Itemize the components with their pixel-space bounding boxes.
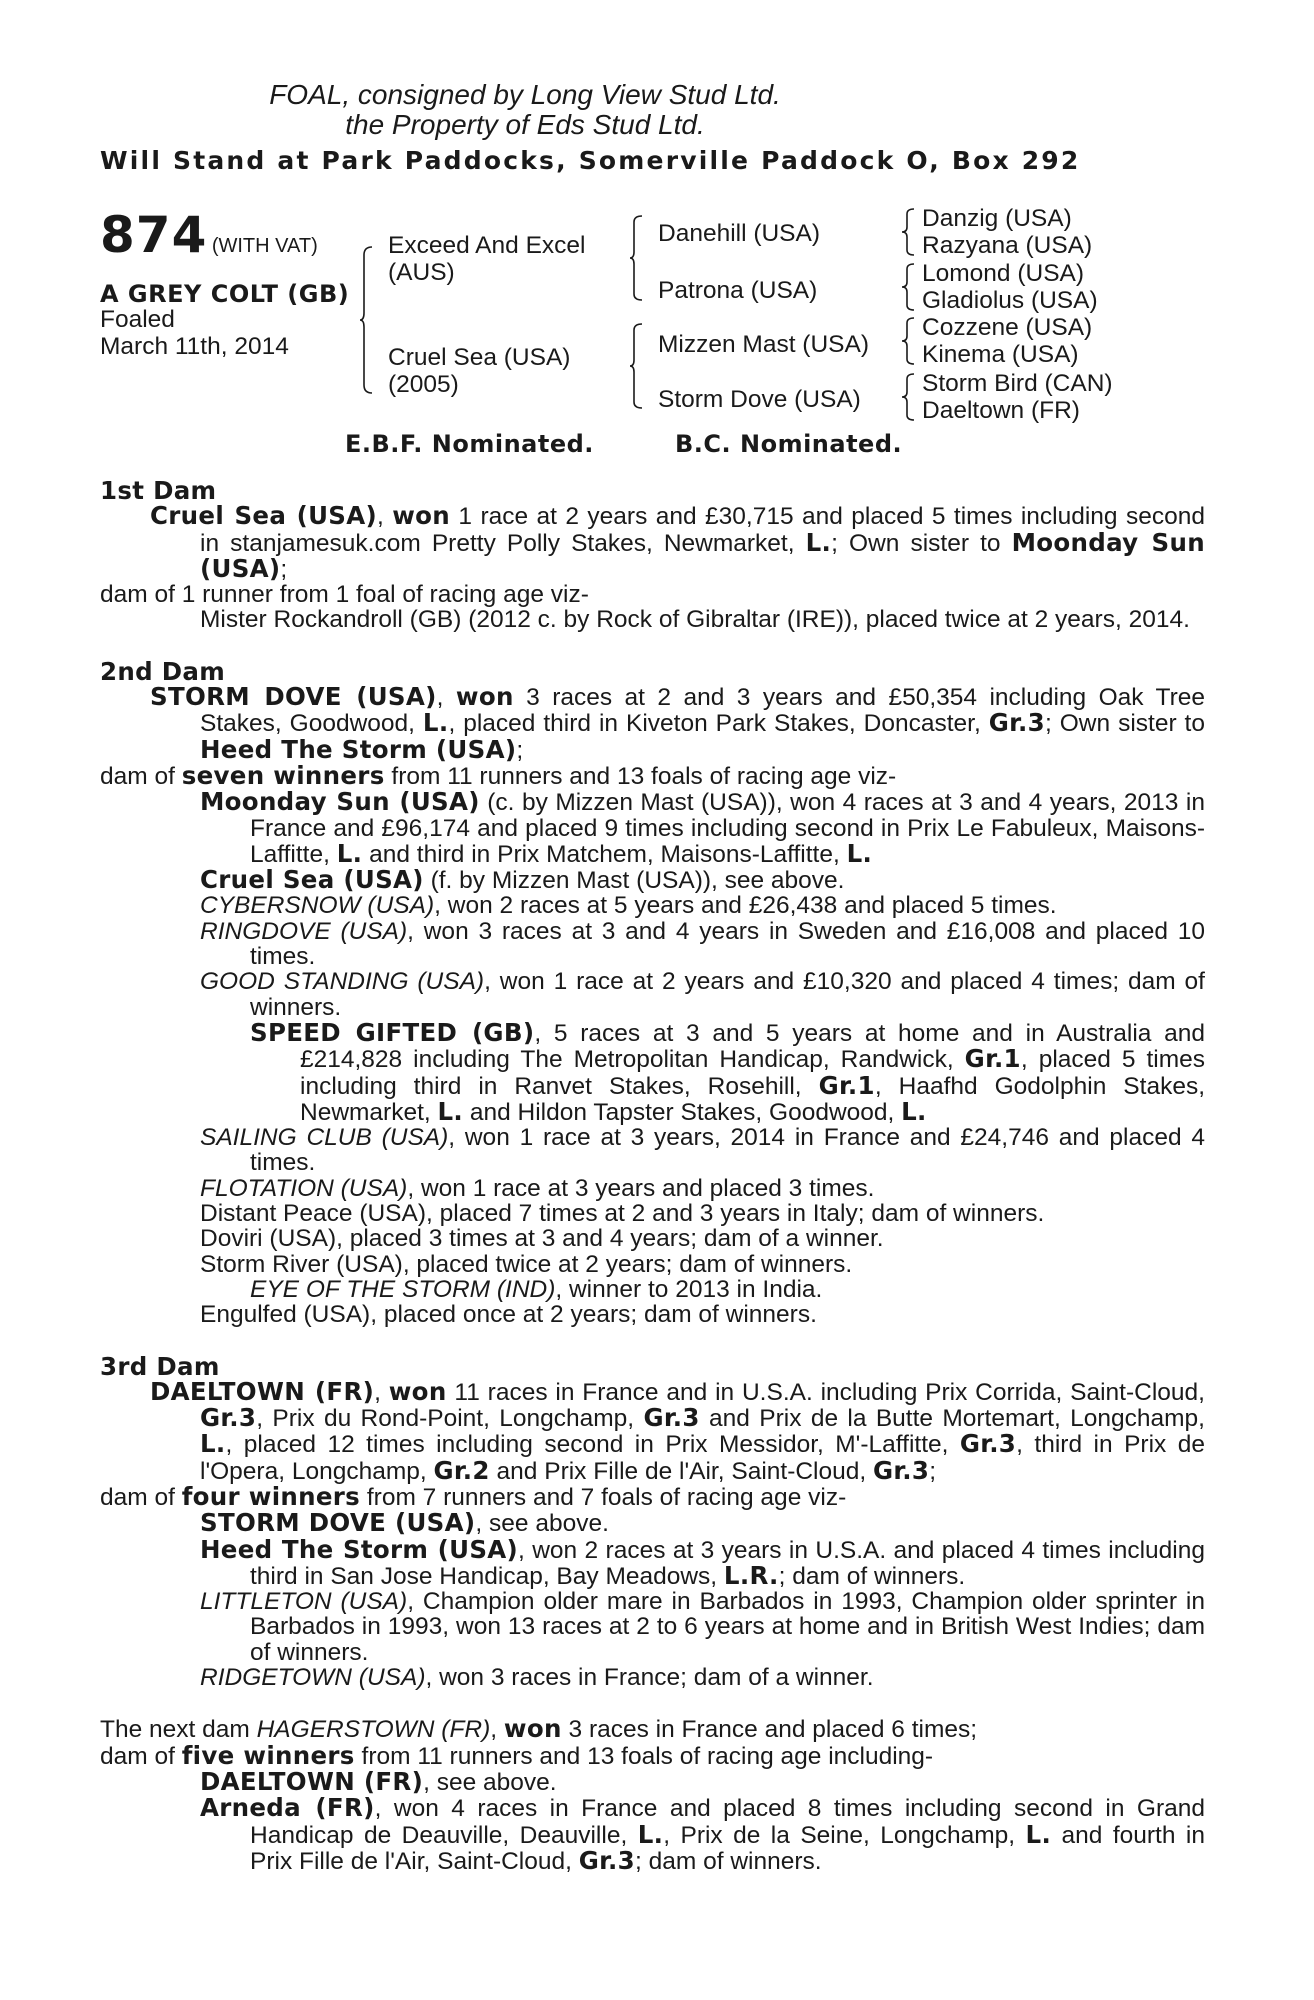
- property-line: the Property of Eds Stud Ltd.: [345, 109, 705, 140]
- sdd: Gladiolus (USA): [922, 287, 1098, 314]
- sire-sire: Danehill (USA): [658, 220, 821, 247]
- first-dam-dam-of: dam of 1 runner from 1 foal of racing age viz-: [100, 581, 589, 609]
- produce-distant-peace: Distant Peace (USA), placed 7 times at 2 and 3 years in Italy; dam of winners.: [200, 1200, 1045, 1228]
- next-dam-dam-of: dam of five winners from 11 runners and 13 foals of racing age including-: [100, 1740, 934, 1770]
- foaled-label: Foaled: [100, 306, 175, 333]
- dam-year: (2005): [388, 371, 459, 398]
- third-dam-dam-of: dam of four winners from 7 runners and 7 foals of racing age viz-: [100, 1481, 847, 1511]
- pedigree-bracket-4: [902, 207, 916, 257]
- ssd: Razyana (USA): [922, 232, 1093, 259]
- dds: Storm Bird (CAN): [922, 370, 1113, 397]
- produce-doviri: Doviri (USA), placed 3 times at 3 and 4 years; dam of a winner.: [200, 1225, 884, 1253]
- ddd: Daeltown (FR): [922, 397, 1080, 424]
- produce-sailing-club: SAILING CLUB (USA), won 1 race at 3 years, 2014 in France and £24,746 and placed 4 times.: [200, 1124, 1205, 1177]
- bc-nominated: B.C. Nominated.: [675, 430, 903, 458]
- lot-number: 874: [100, 206, 208, 264]
- sire-dam: Patrona (USA): [658, 277, 818, 304]
- dss: Cozzene (USA): [922, 314, 1093, 341]
- lot-description: A GREY COLT (GB): [100, 280, 350, 308]
- consignor-line: FOAL, consigned by Long View Stud Ltd.: [269, 79, 781, 110]
- pedigree-bracket-3: [630, 322, 644, 412]
- first-dam-heading: 1st Dam: [100, 476, 217, 505]
- dam-sire: Mizzen Mast (USA): [658, 331, 870, 358]
- sds: Lomond (USA): [922, 260, 1085, 287]
- third-dam-heading: 3rd Dam: [100, 1351, 220, 1381]
- stand-location: Will Stand at Park Paddocks, Somerville Paddock O, Box 292: [100, 146, 1081, 175]
- produce-eye-of-the-storm: EYE OF THE STORM (IND), winner to 2013 in India.: [250, 1275, 823, 1303]
- produce-good-standing: GOOD STANDING (USA), won 1 race at 2 years and £10,320 and placed 4 times; dam of winners.: [200, 968, 1205, 1021]
- produce-storm-dove: STORM DOVE (USA), see above.: [200, 1508, 609, 1538]
- first-dam-entry: Cruel Sea (USA), won 1 race at 2 years and £30,715 and placed 5 times including second in stanjamesuk.com Pretty Polly Stakes, Newmarket, L.; Own sister to Moonday Sun (USA);: [150, 501, 1205, 583]
- dsd: Kinema (USA): [922, 341, 1079, 368]
- pedigree-bracket-6: [902, 316, 916, 366]
- produce-ringdove: RINGDOVE (USA), won 3 races at 3 and 4 years in Sweden and £16,008 and placed 10 times.: [200, 917, 1205, 971]
- pedigree-bracket-7: [902, 372, 916, 422]
- dam-dam: Storm Dove (USA): [658, 386, 861, 413]
- second-dam-dam-of: dam of seven winners from 11 runners and 13 foals of racing age viz-: [100, 760, 897, 790]
- vat-label: (WITH VAT): [211, 235, 318, 257]
- sire-country: (AUS): [388, 259, 455, 286]
- foaled-date: March 11th, 2014: [100, 333, 289, 360]
- next-dam-entry: The next dam HAGERSTOWN (FR), won 3 races in France and placed 6 times;: [100, 1714, 978, 1744]
- produce-cybersnow: CYBERSNOW (USA), won 2 races at 5 years and £26,438 and placed 5 times.: [200, 892, 1057, 920]
- produce-arneda: Arneda (FR), won 4 races in France and placed 8 times including second in Grand Handicap de Deauville, Deauville, L., Prix de la Seine, Longchamp, L. and fourth in Prix Fille de l'Air, Saint-Cloud, Gr.3; dam of winners.: [200, 1793, 1206, 1875]
- pedigree-bracket-2: [630, 214, 644, 304]
- produce-ridgetown: RIDGETOWN (USA), won 3 races in France; dam of a winner.: [200, 1664, 874, 1692]
- dam-name: Cruel Sea (USA): [388, 344, 571, 371]
- produce-moonday-sun: Moonday Sun (USA) (c. by Mizzen Mast (USA)), won 4 races at 3 and 4 years, 2013 in France and £96,174 and placed 9 times including second in Prix Le Fabuleux, Maisons-Laffitte, L. and third in Prix Matchem, Maisons-Laffitte, L.: [200, 787, 1205, 868]
- produce-daeltown: DAELTOWN (FR), see above.: [200, 1766, 557, 1796]
- sire-name: Exceed And Excel: [388, 232, 586, 259]
- pedigree-bracket-1: [360, 245, 374, 395]
- produce-speed-gifted: SPEED GIFTED (GB), 5 races at 3 and 5 years at home and in Australia and £214,828 including The Metropolitan Handicap, Randwick, Gr.1, placed 5 times including third in Ranvet Stakes, Rosehill, Gr.1, Haafhd Godolphin Stakes, Newmarket, L. and Hildon Tapster Stakes, Goodwood, L.: [250, 1017, 1205, 1126]
- first-dam-produce-1: Mister Rockandroll (GB) (2012 c. by Rock of Gibraltar (IRE)), placed twice at 2 years, 2014.: [200, 606, 1190, 634]
- produce-heed-the-storm: Heed The Storm (USA), won 2 races at 3 years in U.S.A. and placed 4 times including third in San Jose Handicap, Bay Meadows, L.R.; dam of winners.: [200, 1534, 1205, 1590]
- produce-storm-river: Storm River (USA), placed twice at 2 years; dam of winners.: [200, 1250, 853, 1278]
- produce-engulfed: Engulfed (USA), placed once at 2 years; dam of winners.: [200, 1301, 817, 1329]
- produce-littleton: LITTLETON (USA), Champion older mare in Barbados in 1993, Champion older sprinter in Barbados in 1993, won 13 races at 2 to 6 years at home and in British West Indies; dam of winners.: [200, 1588, 1205, 1666]
- pedigree-bracket-5: [902, 262, 916, 312]
- produce-cruel-sea: Cruel Sea (USA) (f. by Mizzen Mast (USA)), see above.: [200, 865, 845, 895]
- lot-block: [100, 206, 318, 264]
- ebf-nominated: E.B.F. Nominated.: [345, 430, 594, 458]
- second-dam-entry: STORM DOVE (USA), won 3 races at 2 and 3 years and £50,354 including Oak Tree Stakes, Goodwood, L., placed third in Kiveton Park Stakes, Doncaster, Gr.3; Own sister to Heed The Storm (USA);: [150, 682, 1205, 764]
- second-dam-heading: 2nd Dam: [100, 656, 226, 686]
- sss: Danzig (USA): [922, 205, 1072, 232]
- third-dam-entry: DAELTOWN (FR), won 11 races in France and in U.S.A. including Prix Corrida, Saint-Cloud, Gr.3, Prix du Rond-Point, Longchamp, Gr.3 and Prix de la Butte Mortemart, Longchamp, L., placed 12 times including second in Prix Messidor, M'-Laffitte, Gr.3, third in Prix de l'Opera, Longchamp, Gr.2 and Prix Fille de l'Air, Saint-Cloud, Gr.3;: [150, 1376, 1205, 1485]
- pedigree-notes: [100, 478, 1205, 1874]
- produce-flotation: FLOTATION (USA), won 1 race at 3 years and placed 3 times.: [200, 1174, 875, 1202]
